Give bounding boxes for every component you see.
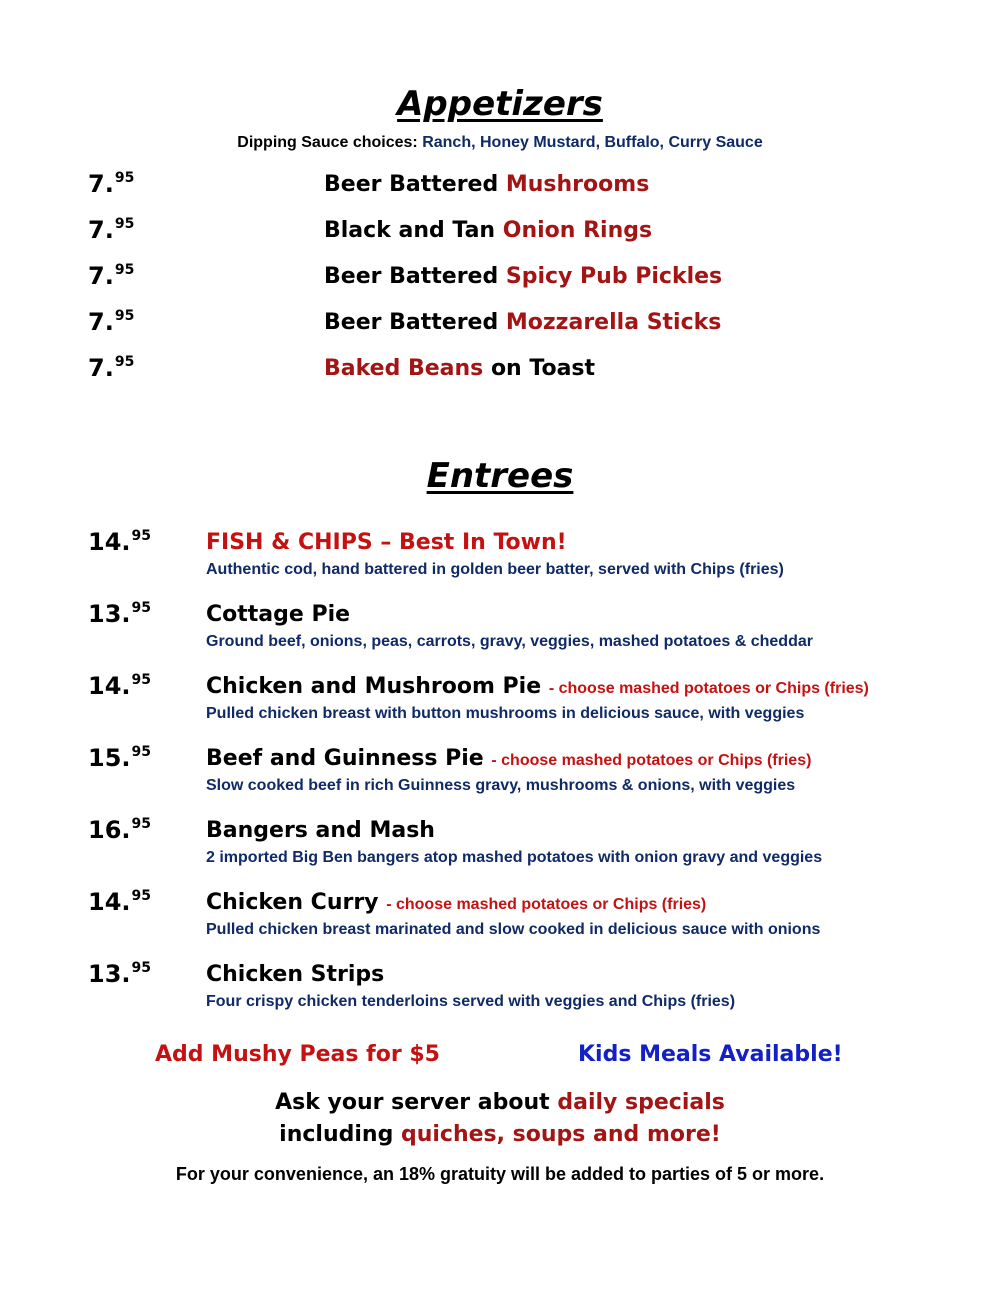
item-price: 15.95: [88, 744, 151, 772]
appetizer-item: [0, 310, 1000, 340]
appetizer-item: [0, 172, 1000, 202]
item-price: 14.95: [88, 888, 151, 916]
item-option: - choose mashed potatoes or Chips (fries): [491, 752, 812, 769]
entree-item: [0, 674, 1000, 734]
gratuity-notice: For your convenience, an 18% gratuity will be added to parties of 5 or more.: [175, 1164, 825, 1184]
item-name: Chicken Curry - choose mashed potatoes or Chips (fries): [206, 890, 707, 915]
appetizers-title: Appetizers: [397, 84, 603, 124]
item-name: Beer Battered Mozzarella Sticks: [324, 310, 722, 335]
entree-item: [0, 602, 1000, 662]
item-price: 7.95: [88, 262, 135, 290]
appetizer-item: [0, 218, 1000, 248]
item-description: Pulled chicken breast with button mushrooms in delicious sauce, with veggies: [206, 705, 805, 722]
item-price: 14.95: [88, 672, 151, 700]
specials-line-2: including quiches, soups and more!: [279, 1122, 721, 1147]
item-name: Cottage Pie: [206, 602, 351, 627]
item-price: 7.95: [88, 216, 135, 244]
kids-meals-promo: Kids Meals Available!: [578, 1042, 843, 1067]
item-option: - choose mashed potatoes or Chips (fries): [386, 896, 707, 913]
item-description: Four crispy chicken tenderloins served with veggies and Chips (fries): [206, 993, 736, 1010]
dipping-sauce-line: [0, 134, 1000, 152]
appetizer-item: [0, 356, 1000, 386]
item-name: Baked Beans on Toast: [324, 356, 596, 381]
item-description: Slow cooked beef in rich Guinness gravy, mushrooms & onions, with veggies: [206, 777, 796, 794]
entree-item: [0, 962, 1000, 1022]
entree-item: [0, 530, 1000, 590]
item-name: Chicken and Mushroom Pie - choose mashed potatoes or Chips (fries): [206, 674, 869, 699]
item-description: 2 imported Big Ben bangers atop mashed potatoes with onion gravy and veggies: [206, 849, 823, 866]
item-price: 7.95: [88, 308, 135, 336]
item-price: 13.95: [88, 600, 151, 628]
entree-item: [0, 890, 1000, 950]
item-price: 7.95: [88, 170, 135, 198]
item-price: 7.95: [88, 354, 135, 382]
item-name: Chicken Strips: [206, 962, 385, 987]
item-name: FISH & CHIPS – Best In Town!: [206, 530, 567, 555]
item-description: Ground beef, onions, peas, carrots, gravy, veggies, mashed potatoes & cheddar: [206, 633, 813, 650]
dipping-sauce-choices: Ranch, Honey Mustard, Buffalo, Curry Sauce: [422, 134, 763, 151]
item-price: 16.95: [88, 816, 151, 844]
item-name: Bangers and Mash: [206, 818, 435, 843]
item-description: Authentic cod, hand battered in golden beer batter, served with Chips (fries): [206, 561, 784, 578]
item-price: 13.95: [88, 960, 151, 988]
item-name: Black and Tan Onion Rings: [324, 218, 653, 243]
appetizer-item: [0, 264, 1000, 294]
item-option: - choose mashed potatoes or Chips (fries): [548, 680, 869, 697]
entree-item: [0, 818, 1000, 878]
item-description: Pulled chicken breast marinated and slow cooked in delicious sauce with onions: [206, 921, 821, 938]
entrees-title: Entrees: [426, 456, 574, 496]
mushy-peas-promo: Add Mushy Peas for $5: [155, 1042, 440, 1067]
item-name: Beef and Guinness Pie - choose mashed potatoes or Chips (fries): [206, 746, 812, 771]
entree-item: [0, 746, 1000, 806]
specials-line-1: Ask your server about daily specials: [275, 1090, 725, 1115]
item-price: 14.95: [88, 528, 151, 556]
item-name: Beer Battered Mushrooms: [324, 172, 650, 197]
item-name: Beer Battered Spicy Pub Pickles: [324, 264, 723, 289]
dipping-sauce-label: Dipping Sauce choices:: [237, 134, 423, 151]
